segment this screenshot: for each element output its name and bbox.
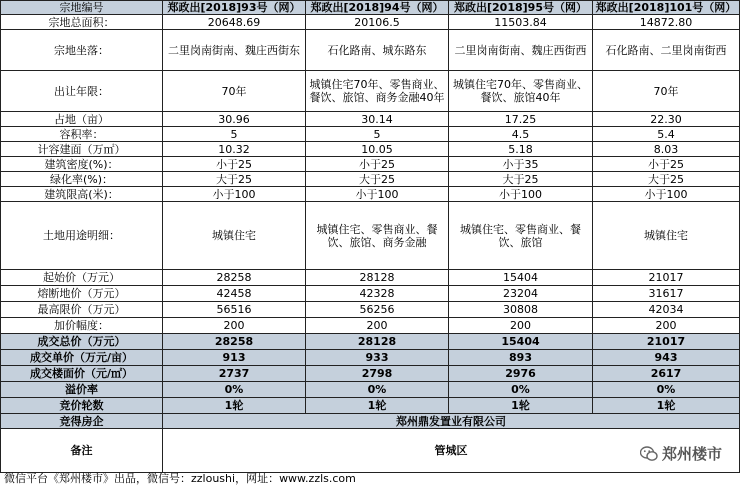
table-cell: 10.32 [163,142,306,157]
row-label: 成交总价（万元） [1,334,163,350]
table-row [1,286,740,302]
table-cell: 28128 [306,270,449,286]
table-cell: 56516 [163,302,306,318]
table-cell: 5.4 [593,127,740,142]
table-cell: 11503.84 [449,15,593,30]
table-cell: 10.05 [306,142,449,157]
table-cell: 城镇住宅、零售商业、餐饮、旅馆 [449,202,593,270]
row-label: 竞价轮数 [1,398,163,414]
row-label: 占地（亩） [1,112,163,127]
table-cell: 二里岗南街南、魏庄西街西 [449,30,593,71]
row-label: 加价幅度： [1,318,163,334]
table-cell: 200 [593,318,740,334]
table-row [1,302,740,318]
table-cell: 2976 [449,366,593,382]
table-row [1,334,740,350]
table-cell: 4.5 [449,127,593,142]
table-cell: 2798 [306,366,449,382]
table-row [1,318,740,334]
note-value: 管城区 [163,429,740,473]
table-row [1,172,740,187]
table-cell: 0% [449,382,593,398]
table-cell: 42328 [306,286,449,302]
row-label: 宗地坐落： [1,30,163,71]
buyer-row [1,414,740,429]
row-label: 宗地总面积： [1,15,163,30]
table-cell: 42458 [163,286,306,302]
table-cell: 郑政出[2018]95号（网） [449,1,593,15]
table-cell: 15404 [449,270,593,286]
note-label: 备注 [1,429,163,473]
table-cell: 城镇住宅、零售商业、餐饮、旅馆、商务金融 [306,202,449,270]
table-cell: 8.03 [593,142,740,157]
table-cell: 28258 [163,270,306,286]
table-cell: 石化路南、二里岗南街西 [593,30,740,71]
table-cell: 21017 [593,334,740,350]
table-cell: 42034 [593,302,740,318]
table-cell: 郑政出[2018]94号（网） [306,1,449,15]
table-cell: 22.30 [593,112,740,127]
table-cell: 2617 [593,366,740,382]
table-cell: 0% [593,382,740,398]
watermark-text: 郑州楼市 [662,445,723,463]
table-cell: 1轮 [163,398,306,414]
table-cell: 大于25 [593,172,740,187]
table-cell: 小于100 [306,187,449,202]
table-cell: 23204 [449,286,593,302]
table-cell: 城镇住宅70年、零售商业、餐饮、旅馆、商务金融40年 [306,71,449,112]
table-cell: 913 [163,350,306,366]
table-cell: 15404 [449,334,593,350]
table-cell: 0% [306,382,449,398]
table-cell: 5 [306,127,449,142]
row-label: 建筑限高(米)： [1,187,163,202]
table-cell: 小于100 [163,187,306,202]
note-row [1,429,740,473]
table-cell: 200 [306,318,449,334]
table-cell: 小于100 [593,187,740,202]
table-cell: 56256 [306,302,449,318]
table-cell: 30.14 [306,112,449,127]
table-row [1,142,740,157]
row-label: 起始价（万元） [1,270,163,286]
row-label: 计容建面（万㎡） [1,142,163,157]
table-cell: 大于25 [449,172,593,187]
table-row [1,187,740,202]
table-cell: 郑政出[2018]93号（网） [163,1,306,15]
table-row [1,1,740,15]
table-cell: 21017 [593,270,740,286]
table-row [1,398,740,414]
table-cell: 200 [163,318,306,334]
table-row [1,112,740,127]
table-cell: 小于100 [449,187,593,202]
table-cell: 石化路南、城东路东 [306,30,449,71]
table-cell: 城镇住宅 [593,202,740,270]
table-cell: 1轮 [449,398,593,414]
table-row [1,157,740,172]
row-label: 土地用途明细： [1,202,163,270]
table-cell: 31617 [593,286,740,302]
table-cell: 30.96 [163,112,306,127]
table-cell: 14872.80 [593,15,740,30]
buyer-label: 竞得房企 [1,414,163,429]
row-label: 最高限价（万元） [1,302,163,318]
table-cell: 小于35 [449,157,593,172]
row-label: 熔断地价（万元） [1,286,163,302]
row-label: 成交楼面价（元/㎡） [1,366,163,382]
table-cell: 70年 [593,71,740,112]
row-label: 容积率： [1,127,163,142]
table-cell: 200 [449,318,593,334]
table-cell: 893 [449,350,593,366]
table-cell: 20648.69 [163,15,306,30]
row-label: 建筑密度(%)： [1,157,163,172]
table-cell: 17.25 [449,112,593,127]
table-cell: 20106.5 [306,15,449,30]
table-cell: 大于25 [306,172,449,187]
table-cell: 2737 [163,366,306,382]
table-row [1,30,740,71]
table-cell: 大于25 [163,172,306,187]
watermark [640,443,722,464]
table-cell: 28258 [163,334,306,350]
table-row [1,382,740,398]
table-cell: 28128 [306,334,449,350]
buyer-value: 郑州鼎发置业有限公司 [163,414,740,429]
table-row [1,15,740,30]
table-cell: 5 [163,127,306,142]
table-cell: 城镇住宅 [163,202,306,270]
footer-credit: 微信平台《郑州楼市》出品，微信号：zzloushi，网址：www.zzls.com [4,472,356,485]
table-row [1,202,740,270]
table-cell: 城镇住宅70年、零售商业、餐饮、旅馆40年 [449,71,593,112]
table-cell: 943 [593,350,740,366]
table-row [1,366,740,382]
table-cell: 70年 [163,71,306,112]
table-cell: 小于25 [593,157,740,172]
row-label: 成交单价（万元/亩） [1,350,163,366]
row-label: 绿化率(%)： [1,172,163,187]
table-cell: 1轮 [593,398,740,414]
table-cell: 二里岗南街南、魏庄西街东 [163,30,306,71]
table-row [1,71,740,112]
table-cell: 郑政出[2018]101号（网） [593,1,740,15]
wechat-icon [640,446,658,462]
table-cell: 933 [306,350,449,366]
row-label: 出让年限： [1,71,163,112]
row-label: 宗地编号 [1,1,163,15]
table-row [1,270,740,286]
table-row [1,350,740,366]
table-cell: 5.18 [449,142,593,157]
table-cell: 小于25 [163,157,306,172]
table-cell: 小于25 [306,157,449,172]
row-label: 溢价率 [1,382,163,398]
table-cell: 0% [163,382,306,398]
table-cell: 30808 [449,302,593,318]
table-row [1,127,740,142]
table-cell: 1轮 [306,398,449,414]
